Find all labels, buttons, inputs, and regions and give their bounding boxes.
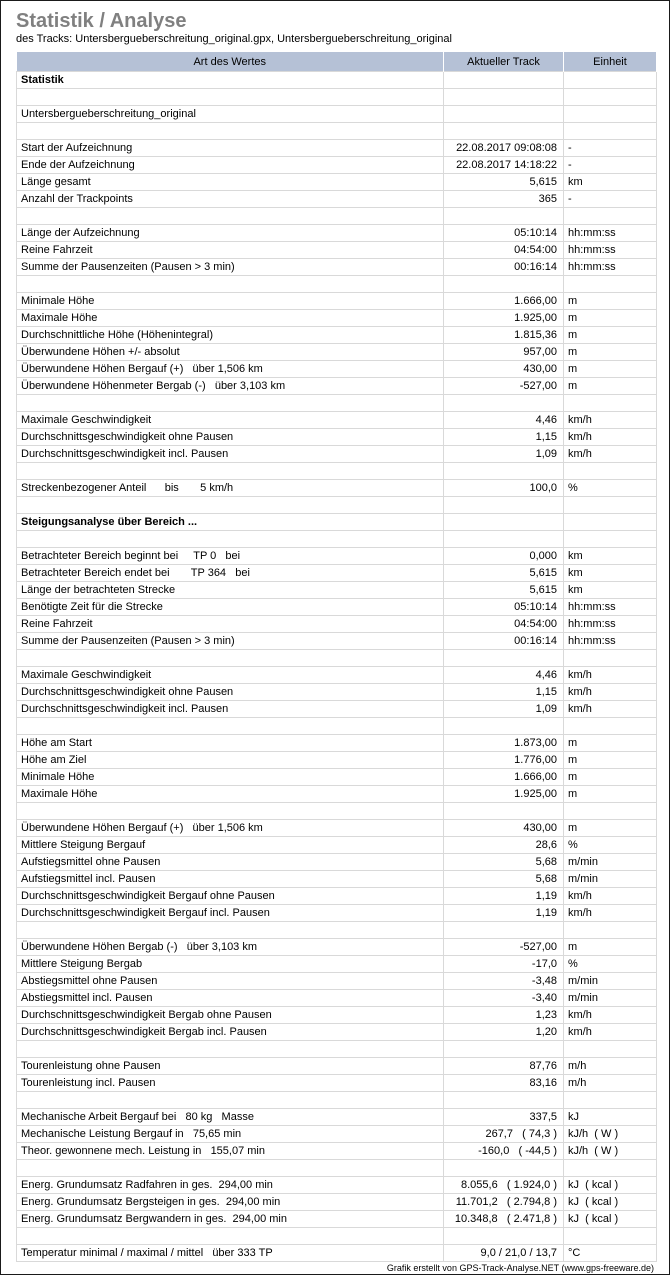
row-unit: m/h [564,1075,657,1092]
row-value: -3,40 [444,990,564,1007]
row-unit [564,106,657,123]
row-unit [564,208,657,225]
spacer-row [17,650,657,667]
table-row [17,786,657,803]
row-label: Untersbergueberschreitung_original [17,106,444,123]
row-label [17,208,444,225]
row-value: 5,68 [444,854,564,871]
row-unit [564,123,657,140]
table-row [17,378,657,395]
table-row [17,191,657,208]
row-label: Ende der Aufzeichnung [17,157,444,174]
row-label [17,276,444,293]
row-label: Überwundene Höhen Bergauf (+) über 1,506 km [17,820,444,837]
row-label: Benötigte Zeit für die Strecke [17,599,444,616]
table-row [17,310,657,327]
row-label: Betrachteter Bereich beginnt bei TP 0 bei [17,548,444,565]
row-unit [564,276,657,293]
spacer-row [17,718,657,735]
row-unit: m/min [564,973,657,990]
row-label: Reine Fahrzeit [17,616,444,633]
row-label [17,497,444,514]
row-unit [564,1228,657,1245]
row-label: Aufstiegsmittel incl. Pausen [17,871,444,888]
row-unit: km [564,582,657,599]
row-label [17,89,444,106]
table-row [17,990,657,1007]
row-unit: km [564,548,657,565]
spacer-row [17,1092,657,1109]
table-row [17,242,657,259]
row-unit [564,922,657,939]
column-header-unit: Einheit [564,52,657,72]
row-value: 5,68 [444,871,564,888]
row-label: Mechanische Arbeit Bergauf bei 80 kg Masse [17,1109,444,1126]
row-unit: hh:mm:ss [564,633,657,650]
table-row [17,1194,657,1211]
row-unit: m [564,344,657,361]
row-label [17,123,444,140]
row-unit: m [564,769,657,786]
row-label: Tourenleistung incl. Pausen [17,1075,444,1092]
row-label: Durchschnittsgeschwindigkeit ohne Pausen [17,684,444,701]
spacer-row [17,1160,657,1177]
row-label: Überwundene Höhen Bergauf (+) über 1,506 km [17,361,444,378]
column-header-current-track: Aktueller Track [444,52,564,72]
row-value: 430,00 [444,820,564,837]
table-row [17,888,657,905]
row-label: Energ. Grundumsatz Radfahren in ges. 294,00 min [17,1177,444,1194]
row-value: 5,615 [444,174,564,191]
row-value: 337,5 [444,1109,564,1126]
row-value [444,1092,564,1109]
row-value: 1,15 [444,429,564,446]
spacer-row [17,208,657,225]
row-unit: °C [564,1245,657,1262]
row-unit [564,718,657,735]
row-unit: - [564,157,657,174]
row-value: 87,76 [444,1058,564,1075]
footer-credit: Grafik erstellt von GPS-Track-Analyse.NET (www.gps-freeware.de) [386,1263,654,1273]
row-label: Mittlere Steigung Bergab [17,956,444,973]
row-unit: kJ [564,1109,657,1126]
row-label: Durchschnittsgeschwindigkeit Bergab incl. Pausen [17,1024,444,1041]
row-value: 1,19 [444,888,564,905]
row-value: -160,0 ( -44,5 ) [444,1143,564,1160]
table-row [17,1109,657,1126]
row-unit: m [564,752,657,769]
column-header-type: Art des Wertes [17,52,444,72]
row-unit: kJ ( kcal ) [564,1211,657,1228]
row-label [17,1092,444,1109]
row-unit: m [564,939,657,956]
row-value: 83,16 [444,1075,564,1092]
table-header-row [17,52,657,72]
table-row [17,752,657,769]
row-unit: m [564,327,657,344]
row-value: 00:16:14 [444,633,564,650]
table-row [17,157,657,174]
row-unit: km/h [564,905,657,922]
row-unit: kJ ( kcal ) [564,1194,657,1211]
row-unit: m [564,378,657,395]
table-row [17,140,657,157]
row-label: Streckenbezogener Anteil bis 5 km/h [17,480,444,497]
table-row [17,1058,657,1075]
row-label: Durchschnittsgeschwindigkeit incl. Pausen [17,701,444,718]
row-unit: % [564,480,657,497]
row-value [444,514,564,531]
row-label [17,922,444,939]
table-row [17,174,657,191]
row-value [444,106,564,123]
table-row [17,293,657,310]
table-row [17,327,657,344]
row-label: Betrachteter Bereich endet bei TP 364 bei [17,565,444,582]
spacer-row [17,531,657,548]
table-row [17,446,657,463]
table-row [17,735,657,752]
row-label: Durchschnittsgeschwindigkeit incl. Pausen [17,446,444,463]
row-label: Tourenleistung ohne Pausen [17,1058,444,1075]
table-row [17,548,657,565]
row-value: 00:16:14 [444,259,564,276]
row-value: 1,09 [444,701,564,718]
row-label: Maximale Höhe [17,786,444,803]
row-label: Summe der Pausenzeiten (Pausen > 3 min) [17,633,444,650]
row-unit: hh:mm:ss [564,225,657,242]
row-unit: hh:mm:ss [564,259,657,276]
row-unit: m/min [564,854,657,871]
table-row [17,1211,657,1228]
row-label: Reine Fahrzeit [17,242,444,259]
row-label: Durchschnittsgeschwindigkeit ohne Pausen [17,429,444,446]
spacer-row [17,497,657,514]
row-unit: km/h [564,701,657,718]
row-label [17,803,444,820]
row-unit: m [564,361,657,378]
spacer-row [17,1041,657,1058]
row-unit [564,1092,657,1109]
row-value [444,718,564,735]
table-row [17,633,657,650]
row-value: 1,15 [444,684,564,701]
row-unit: km [564,174,657,191]
row-label: Minimale Höhe [17,293,444,310]
row-value [444,89,564,106]
row-label: Theor. gewonnene mech. Leistung in 155,07 min [17,1143,444,1160]
table-row [17,769,657,786]
row-unit [564,514,657,531]
row-label: Temperatur minimal / maximal / mittel über 333 TP [17,1245,444,1262]
table-row [17,939,657,956]
table-row [17,1245,657,1262]
table-row [17,820,657,837]
table-row [17,361,657,378]
table-row [17,1024,657,1041]
row-label: Durchschnittliche Höhe (Höhenintegral) [17,327,444,344]
row-value: -527,00 [444,939,564,956]
row-value [444,276,564,293]
row-unit: km/h [564,667,657,684]
section-header-row [17,514,657,531]
row-unit: km/h [564,684,657,701]
row-value: 8.055,6 ( 1.924,0 ) [444,1177,564,1194]
table-row [17,480,657,497]
row-unit: km/h [564,1007,657,1024]
row-label: Anzahl der Trackpoints [17,191,444,208]
row-unit: km/h [564,446,657,463]
row-unit [564,89,657,106]
row-value: -17,0 [444,956,564,973]
row-value [444,650,564,667]
row-label: Länge gesamt [17,174,444,191]
row-value: 1.815,36 [444,327,564,344]
row-value: 10.348,8 ( 2.471,8 ) [444,1211,564,1228]
spacer-row [17,276,657,293]
row-value: 22.08.2017 09:08:08 [444,140,564,157]
row-unit: kJ ( kcal ) [564,1177,657,1194]
row-value [444,497,564,514]
row-unit: m/h [564,1058,657,1075]
row-label: Maximale Geschwindigkeit [17,667,444,684]
row-label: Länge der betrachteten Strecke [17,582,444,599]
row-value [444,208,564,225]
table-row [17,344,657,361]
row-label: Höhe am Start [17,735,444,752]
row-value: 11.701,2 ( 2.794,8 ) [444,1194,564,1211]
row-label [17,650,444,667]
row-unit: - [564,191,657,208]
spacer-row [17,1228,657,1245]
row-label: Maximale Geschwindigkeit [17,412,444,429]
table-row [17,1126,657,1143]
row-unit: kJ/h ( W ) [564,1143,657,1160]
row-label: Start der Aufzeichnung [17,140,444,157]
row-value [444,922,564,939]
spacer-row [17,922,657,939]
statistics-table [16,52,657,1262]
row-value: 1.925,00 [444,310,564,327]
row-label [17,463,444,480]
row-value: 1.925,00 [444,786,564,803]
row-value: 365 [444,191,564,208]
row-label [17,718,444,735]
row-label: Überwundene Höhenmeter Bergab (-) über 3,103 km [17,378,444,395]
row-value: 1,20 [444,1024,564,1041]
row-value: 5,615 [444,582,564,599]
row-unit [564,1160,657,1177]
row-label [17,395,444,412]
row-label: Minimale Höhe [17,769,444,786]
row-label: Überwundene Höhen Bergab (-) über 3,103 km [17,939,444,956]
table-row [17,225,657,242]
table-row [17,616,657,633]
row-value: -3,48 [444,973,564,990]
page-title: Statistik / Analyse [16,10,187,32]
row-label: Überwundene Höhen +/- absolut [17,344,444,361]
spacer-row [17,803,657,820]
table-row [17,667,657,684]
table-row [17,1177,657,1194]
row-value: 1.776,00 [444,752,564,769]
row-label: Höhe am Ziel [17,752,444,769]
row-unit [564,463,657,480]
row-value [444,463,564,480]
row-value: 04:54:00 [444,242,564,259]
row-unit: hh:mm:ss [564,242,657,259]
row-unit: m/min [564,871,657,888]
row-unit [564,531,657,548]
row-value: 04:54:00 [444,616,564,633]
row-unit [564,395,657,412]
table-row [17,599,657,616]
row-unit [564,1041,657,1058]
table-row [17,973,657,990]
table-row [17,956,657,973]
row-value: 1.666,00 [444,769,564,786]
row-value: 5,615 [444,565,564,582]
row-label: Mechanische Leistung Bergauf in 75,65 min [17,1126,444,1143]
table-row [17,905,657,922]
row-label: Durchschnittsgeschwindigkeit Bergauf ohne Pausen [17,888,444,905]
row-label: Statistik [17,72,444,89]
row-label: Aufstiegsmittel ohne Pausen [17,854,444,871]
row-unit: m [564,820,657,837]
row-unit: kJ/h ( W ) [564,1126,657,1143]
row-label: Durchschnittsgeschwindigkeit Bergab ohne Pausen [17,1007,444,1024]
row-unit: km/h [564,888,657,905]
row-value [444,72,564,89]
row-unit: km/h [564,412,657,429]
row-unit [564,72,657,89]
spacer-row [17,463,657,480]
row-label [17,1228,444,1245]
row-label: Abstiegsmittel incl. Pausen [17,990,444,1007]
table-body [17,72,657,1262]
spacer-row [17,123,657,140]
row-unit: km/h [564,429,657,446]
table-row [17,582,657,599]
row-value: 0,000 [444,548,564,565]
table-row [17,701,657,718]
table-row [17,1143,657,1160]
row-label: Durchschnittsgeschwindigkeit Bergauf incl. Pausen [17,905,444,922]
row-label: Länge der Aufzeichnung [17,225,444,242]
row-unit: m [564,786,657,803]
row-value: 267,7 ( 74,3 ) [444,1126,564,1143]
row-label: Summe der Pausenzeiten (Pausen > 3 min) [17,259,444,276]
row-value: 1.666,00 [444,293,564,310]
row-value: 22.08.2017 14:18:22 [444,157,564,174]
table-row [17,1007,657,1024]
row-unit: % [564,837,657,854]
row-value: 1,23 [444,1007,564,1024]
row-value [444,123,564,140]
row-value: 1.873,00 [444,735,564,752]
row-value [444,1228,564,1245]
table-row [17,1075,657,1092]
row-label [17,1041,444,1058]
section-header-row [17,72,657,89]
row-unit: m [564,310,657,327]
row-label [17,531,444,548]
table-row [17,837,657,854]
row-unit [564,803,657,820]
row-unit: hh:mm:ss [564,616,657,633]
row-label: Energ. Grundumsatz Bergwandern in ges. 294,00 min [17,1211,444,1228]
row-label [17,1160,444,1177]
table-row [17,412,657,429]
row-value: 1,19 [444,905,564,922]
row-unit: km/h [564,1024,657,1041]
table-row [17,854,657,871]
table-row [17,106,657,123]
row-unit: km [564,565,657,582]
table-row [17,565,657,582]
row-unit: m [564,293,657,310]
row-value [444,803,564,820]
row-value: 28,6 [444,837,564,854]
row-label: Mittlere Steigung Bergauf [17,837,444,854]
row-value: 100,0 [444,480,564,497]
row-value [444,1160,564,1177]
table-row [17,429,657,446]
table-row [17,684,657,701]
row-value: 4,46 [444,412,564,429]
row-value: 4,46 [444,667,564,684]
track-subtitle: des Tracks: Untersbergueberschreitung_original.gpx, Untersbergueberschreitung_original [16,33,452,45]
table-row [17,259,657,276]
row-unit: hh:mm:ss [564,599,657,616]
row-value [444,531,564,548]
row-value [444,395,564,412]
row-value: 05:10:14 [444,225,564,242]
row-value [444,1041,564,1058]
row-value: 430,00 [444,361,564,378]
row-unit [564,497,657,514]
row-unit: - [564,140,657,157]
row-unit: % [564,956,657,973]
row-value: 957,00 [444,344,564,361]
table-row [17,871,657,888]
row-unit [564,650,657,667]
row-value: 1,09 [444,446,564,463]
row-value: 9,0 / 21,0 / 13,7 [444,1245,564,1262]
row-value: 05:10:14 [444,599,564,616]
spacer-row [17,89,657,106]
row-label: Steigungsanalyse über Bereich ... [17,514,444,531]
spacer-row [17,395,657,412]
row-unit: m [564,735,657,752]
row-label: Abstiegsmittel ohne Pausen [17,973,444,990]
row-label: Energ. Grundumsatz Bergsteigen in ges. 294,00 min [17,1194,444,1211]
row-label: Maximale Höhe [17,310,444,327]
row-value: -527,00 [444,378,564,395]
row-unit: m/min [564,990,657,1007]
